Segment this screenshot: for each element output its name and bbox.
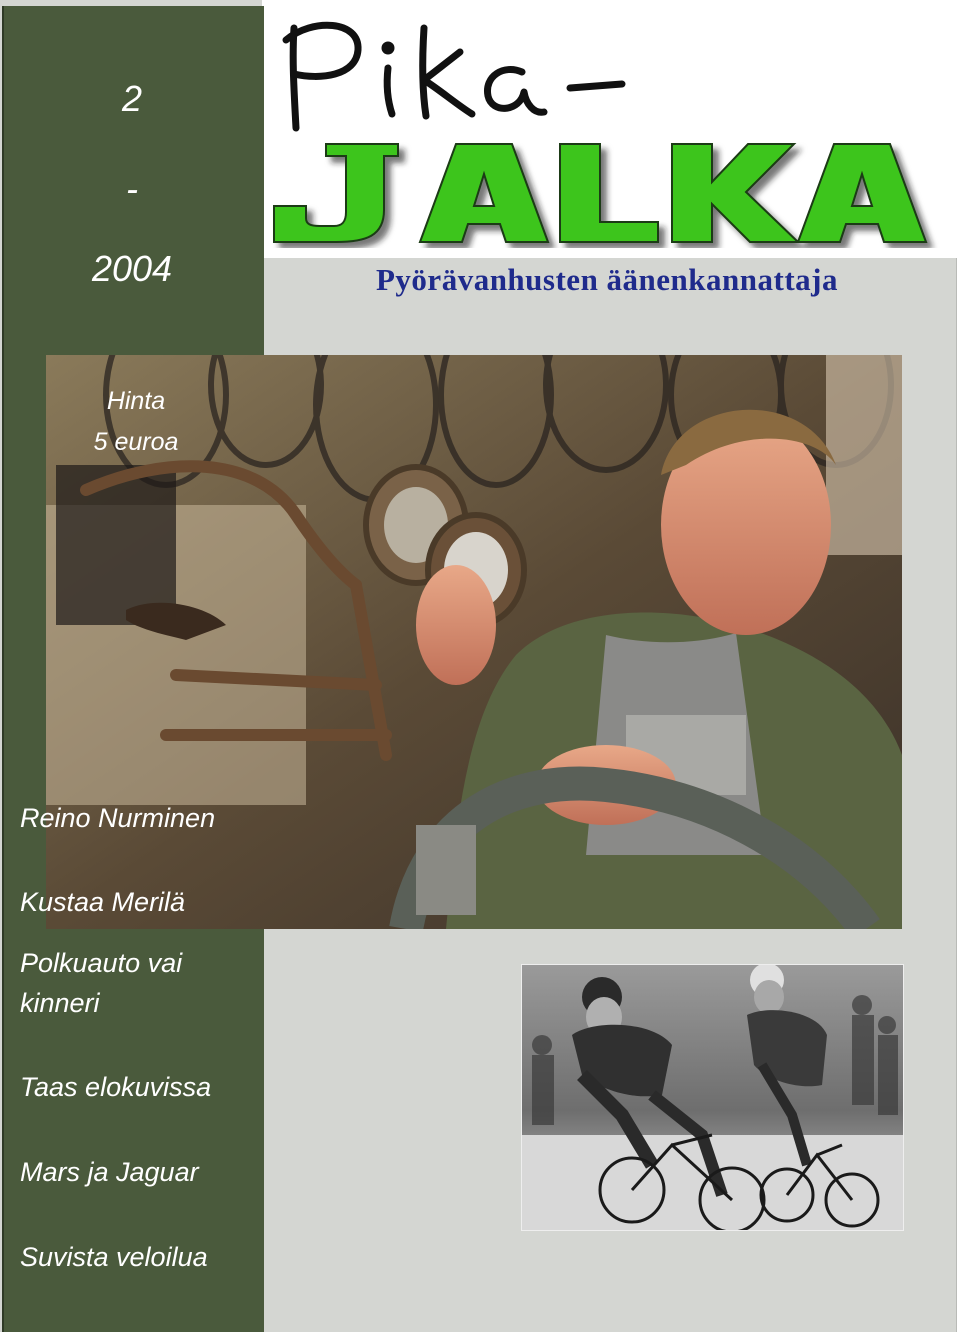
logo-script-pika	[272, 10, 672, 140]
issue-number: 2	[121, 78, 143, 119]
headline-7: Suvista veloilua	[20, 1242, 208, 1272]
headline-5: Taas elokuvissa	[20, 1072, 212, 1102]
cyclists-photo-illustration	[522, 965, 903, 1230]
issue-separator: -	[126, 168, 138, 209]
price-amount: 5 euroa	[93, 428, 179, 456]
magazine-tagline: Pyörävanhusten äänenkannattaja	[376, 262, 838, 297]
logo-block-jalka	[262, 138, 942, 248]
headline-3: Polkuauto vai	[20, 948, 183, 978]
cyclists-race-photo	[521, 964, 904, 1231]
headline-1: Reino Nurminen	[20, 803, 216, 833]
issue-year: 2004	[91, 248, 173, 289]
price-box	[46, 381, 226, 463]
magazine-logo	[262, 10, 952, 255]
headline-2: Kustaa Merilä	[20, 887, 186, 917]
headline-6: Mars ja Jaguar	[20, 1157, 199, 1187]
headline-4: kinneri	[20, 988, 100, 1018]
price-label: Hinta	[106, 387, 166, 415]
